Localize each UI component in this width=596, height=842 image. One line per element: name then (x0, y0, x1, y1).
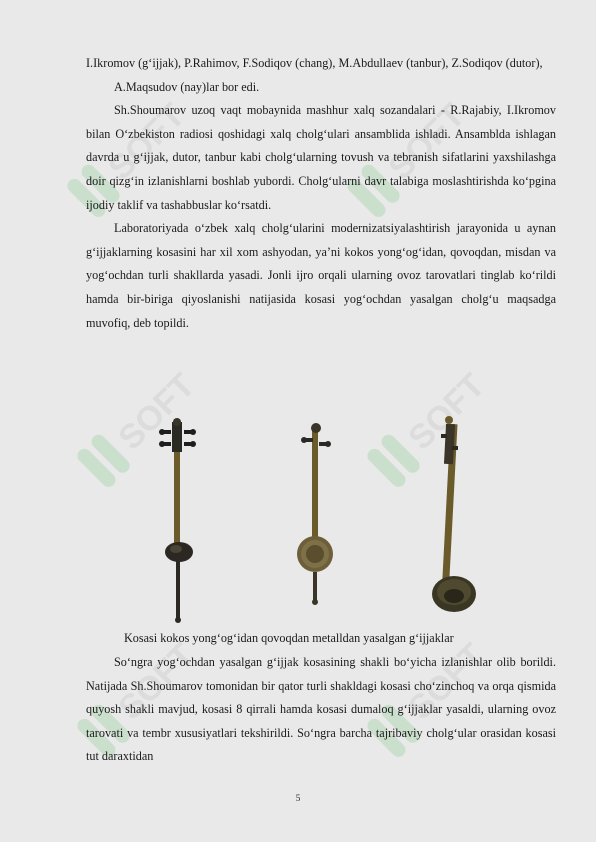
gijjak-coconut-image (159, 418, 196, 623)
watermark-text: SOFT (401, 366, 493, 458)
body-text-top (86, 52, 556, 335)
paragraph-2: A.Maqsudov (nay)lar bor edi. (114, 79, 260, 94)
paragraph-4: Laboratoriyada o‘zbek xalq cholg‘ularini modernizatsiyalashtirish jarayonida u aynan g‘ijjaklarning kosasini har xil xom ashyodan, ya’ni kokos yong‘og‘idan, qovoqdan, misdan va yog‘ochdan turli shakllarda yasadi. Jonli ijro orqali ularning ovoz tarovatlari tinglab ko‘rildi hamda bir-biriga qiyoslanishi natijasida kosasi yog‘ochdan yasalgan cholg‘u maqsadga muvofiq, deb topildi. (86, 221, 556, 330)
watermark-text: SOFT (111, 366, 203, 458)
watermark-text: SOFT (101, 96, 193, 188)
paragraph-3: Sh.Shoumarov uzoq vaqt mobaynida mashhur xalq sozandalari - R.Rajabiy, I.Ikromov bilan O‘zbekiston radiosi qoshidagi xalq cholg‘ulari ansamblida ishladi. Ansamblda ishlagan davrda u g‘ijjak, dutor, tanbur kabi cholg‘ularning tovush va tebranish sifatlarini yaxshilashga doir qizg‘in izlanishlarni boshlab yubordi. Cholg‘ularni davr talabiga moslashtirishda ko‘pgina ijodiy taklif va tashabbuslar ko‘rsatdi. (86, 103, 556, 212)
figure-caption: Kosasi kokos yong‘og‘idan qovoqdan metalldan yasalgan g‘ijjaklar (124, 631, 454, 645)
instruments-figure (86, 400, 556, 625)
watermark-text: SOFT (111, 636, 203, 728)
page-number: 5 (295, 794, 301, 804)
body-text-bottom (86, 651, 556, 769)
paragraph-5: So‘ngra yog‘ochdan yasalgan g‘ijjak kosasining shakli bo‘yicha izlanishlar olib borildi. Natijada Sh.Shoumarov tomonidan bir qator turli shakldagi kosasi cho‘zinchoq va orqa qismida quyosh shakli mavjud, kosasi 8 qirrali hamda kosasi dumaloq g‘ijjaklar yasaldi, ularning ovoz tarovati va tembr xususiyatlari tekshirildi. So‘ngra barcha tajribaviy cholg‘ular orasidan kosasi tut daraxtidan (86, 655, 556, 764)
paragraph-1: I.Ikromov (g‘ijjak), P.Rahimov, F.Sodiqov (chang), M.Abdullaev (tanbur), Z.Sodiqov (dutor), (86, 56, 543, 70)
watermark-text: SOFT (401, 636, 493, 728)
gijjak-metal-image (432, 416, 476, 612)
gijjak-gourd-image (297, 423, 333, 605)
watermark-text: SOFT (381, 96, 473, 188)
